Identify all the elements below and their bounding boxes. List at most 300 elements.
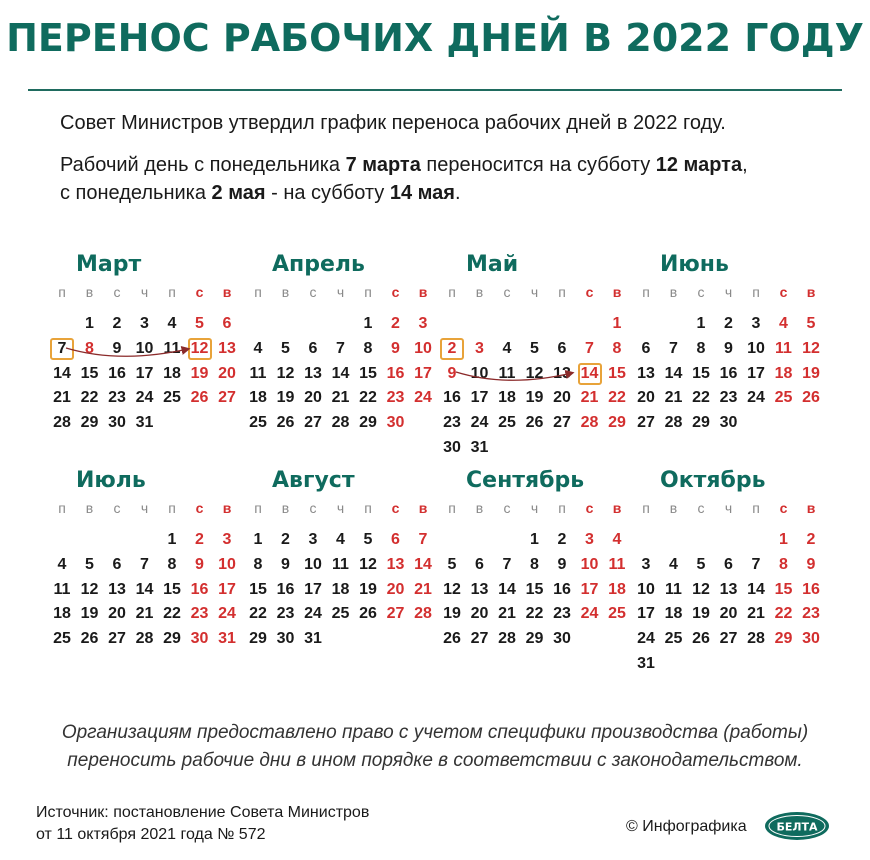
calendar-day: 3 — [222, 531, 232, 548]
calendar-day: 13 — [470, 580, 489, 598]
intro-date: 2 мая — [211, 182, 266, 204]
belta-logo — [764, 811, 830, 841]
calendar-day: 17 — [304, 580, 322, 598]
weekday-label: в — [475, 500, 484, 516]
calendar-day: 10 — [218, 555, 236, 573]
infographic-credit: © Инфографика — [626, 818, 747, 835]
calendar-day: 15 — [608, 364, 626, 382]
calendar-day: 20 — [470, 605, 489, 623]
calendar-day: 14 — [578, 363, 602, 385]
weekday-label: в — [612, 284, 622, 300]
calendar-day: 28 — [135, 630, 154, 648]
month-5 — [52, 468, 242, 668]
calendar-day: 18 — [774, 364, 793, 382]
calendar-day: 11 — [53, 580, 71, 598]
calendar-day: 20 — [719, 605, 738, 623]
calendar-day: 2 — [440, 338, 464, 360]
calendar-day: 25 — [498, 414, 516, 432]
calendar-day: 25 — [249, 414, 267, 432]
calendar-day: 25 — [53, 630, 71, 648]
calendar-day: 2 — [557, 531, 567, 548]
calendar-day: 25 — [664, 630, 683, 648]
calendar-day: 23 — [386, 389, 405, 407]
calendar-day: 31 — [470, 439, 489, 456]
calendar-day: 26 — [443, 630, 461, 648]
calendar-day: 25 — [608, 605, 626, 623]
calendar-day: 24 — [637, 630, 655, 648]
weekday-label: с — [309, 284, 317, 300]
calendar-day: 12 — [443, 580, 461, 598]
weekday-label: ч — [530, 284, 539, 300]
weekday-label: в — [281, 500, 290, 516]
calendar-day: 9 — [557, 555, 567, 573]
calendar-day: 16 — [386, 364, 405, 382]
note-line-1: Организациям предоставлено право с учетом специфики производства (работы) — [61, 722, 809, 743]
calendar-day: 16 — [443, 389, 461, 407]
calendar-day: 6 — [724, 555, 733, 573]
weekday-label: в — [806, 284, 816, 300]
calendar-day: 17 — [747, 364, 765, 382]
weekday-label: в — [806, 500, 816, 516]
calendar-day: 26 — [802, 389, 820, 407]
calendar-day: 29 — [774, 630, 793, 648]
calendar-day: 7 — [502, 555, 512, 573]
calendar-day: 2 — [806, 531, 816, 548]
intro-text: - на субботу — [265, 182, 390, 204]
calendar-day: 11 — [249, 364, 267, 382]
march-transfer-arrow — [60, 346, 210, 366]
calendar-day: 10 — [304, 555, 322, 573]
calendar-day: 27 — [553, 414, 571, 432]
note-line-2: переносить рабочие дни в ином порядке в соответствии с законодательством. — [67, 750, 803, 771]
calendar-day: 18 — [53, 605, 71, 623]
calendar-day: 6 — [222, 315, 232, 332]
weekday-label: п — [168, 284, 176, 300]
weekday-label: в — [669, 284, 678, 300]
calendar-day: 6 — [112, 555, 122, 573]
calendar-day: 16 — [190, 580, 209, 598]
calendar-day: 8 — [85, 339, 94, 357]
calendar-day: 24 — [414, 389, 432, 407]
calendar-day: 11 — [775, 339, 792, 357]
weekday-label: п — [752, 500, 760, 516]
calendar-day: 22 — [525, 605, 544, 623]
calendar-day: 26 — [80, 630, 99, 648]
weekday-label: ч — [336, 284, 345, 300]
calendar-day: 30 — [190, 630, 209, 648]
calendar-day: 7 — [585, 339, 594, 357]
calendar-day: 5 — [806, 315, 816, 332]
month-6 — [248, 468, 438, 668]
calendar-day: 4 — [57, 555, 67, 573]
intro-line-3 — [60, 182, 850, 205]
title-divider — [28, 89, 842, 91]
calendar-day: 2 — [281, 531, 290, 548]
calendar-day: 14 — [135, 580, 154, 598]
calendar-day: 5 — [363, 531, 373, 548]
weekday-label: п — [642, 284, 650, 300]
calendar-day: 24 — [304, 605, 322, 623]
calendar-day: 28 — [331, 414, 350, 432]
weekday-label: ч — [140, 500, 149, 516]
calendar-day: 12 — [359, 555, 377, 573]
weekday-label: ч — [530, 500, 539, 516]
weekday-label: в — [85, 500, 94, 516]
weekday-label: с — [113, 500, 121, 516]
month-name: Июнь — [660, 252, 729, 277]
calendar-day: 22 — [774, 605, 793, 623]
calendar-day: 28 — [53, 414, 71, 432]
calendar-day: 21 — [414, 580, 432, 598]
intro-date: 7 марта — [345, 154, 421, 176]
month-name: Март — [76, 252, 142, 277]
calendar-day: 30 — [802, 630, 820, 648]
weekday-label: в — [281, 284, 290, 300]
calendar-day: 15 — [249, 580, 267, 598]
intro-line-1: Совет Министров утвердил график переноса рабочих дней в 2022 году. — [60, 112, 726, 134]
calendar-day: 16 — [553, 580, 571, 598]
month-7 — [442, 468, 632, 668]
weekday-label: с — [195, 284, 204, 300]
calendar-day: 22 — [163, 605, 181, 623]
calendar-day: 23 — [719, 389, 738, 407]
calendar-day: 13 — [637, 364, 655, 382]
logo-text: БЕЛТА — [776, 820, 818, 834]
calendar-day: 10 — [470, 364, 489, 382]
calendar-day: 1 — [612, 315, 622, 332]
calendar-day: 13 — [386, 555, 405, 573]
calendar-day: 24 — [470, 414, 489, 432]
calendar-day: 19 — [692, 605, 710, 623]
month-3 — [442, 252, 632, 456]
calendar-day: 27 — [470, 630, 489, 648]
weekday-label: с — [503, 284, 511, 300]
weekday-label: п — [558, 284, 566, 300]
weekday-label: п — [558, 500, 566, 516]
weekday-label: с — [503, 500, 511, 516]
calendar-day: 23 — [276, 605, 295, 623]
calendar-day: 8 — [696, 339, 706, 357]
calendar-day: 12 — [276, 364, 295, 382]
calendar-day: 19 — [359, 580, 377, 598]
calendar-day: 8 — [167, 555, 177, 573]
calendar-day: 26 — [276, 414, 295, 432]
weekday-label: ч — [140, 284, 149, 300]
calendar-day: 5 — [696, 555, 706, 573]
calendar-day: 23 — [443, 414, 461, 432]
weekday-label: с — [585, 284, 594, 300]
calendar-day: 16 — [802, 580, 820, 598]
calendar-day: 18 — [249, 389, 267, 407]
weekday-label: п — [168, 500, 176, 516]
calendar-day: 4 — [336, 531, 345, 548]
calendar-day: 10 — [637, 580, 655, 598]
calendar-day: 27 — [108, 630, 126, 648]
calendar-day: 17 — [414, 364, 432, 382]
calendar-day: 11 — [608, 555, 626, 573]
weekday-label: с — [697, 500, 705, 516]
calendar-day: 5 — [281, 339, 290, 357]
weekday-label: п — [58, 500, 66, 516]
calendar-day: 4 — [612, 531, 622, 548]
weekday-label: в — [222, 500, 232, 516]
calendar-day: 31 — [637, 655, 655, 672]
calendar-day: 9 — [806, 555, 816, 573]
calendar-day: 7 — [140, 555, 149, 573]
calendar-day: 11 — [163, 339, 181, 357]
calendar-day: 21 — [331, 389, 350, 407]
weekday-label: п — [642, 500, 650, 516]
weekday-label: с — [585, 500, 594, 516]
calendar-day: 21 — [53, 389, 71, 407]
calendar-day: 20 — [637, 389, 655, 407]
calendar-day: 18 — [608, 580, 626, 598]
calendar-day: 24 — [747, 389, 765, 407]
calendar-day: 29 — [80, 414, 99, 432]
calendar-day: 27 — [386, 605, 405, 623]
calendar-day: 2 — [195, 531, 204, 548]
calendar-day: 29 — [608, 414, 626, 432]
calendar-day: 14 — [498, 580, 516, 598]
calendar-day: 1 — [167, 531, 177, 548]
calendar-day: 23 — [553, 605, 571, 623]
calendar-day: 14 — [53, 364, 71, 382]
calendar-day: 17 — [470, 389, 489, 407]
calendar-day: 5 — [85, 555, 94, 573]
intro-text: . — [454, 182, 461, 204]
weekday-label: с — [779, 284, 788, 300]
intro-text: Рабочий день с понедельника — [60, 154, 346, 176]
calendar-day: 19 — [80, 605, 99, 623]
calendar-day: 30 — [553, 630, 571, 648]
intro-line-2 — [60, 154, 850, 177]
calendar-day: 12 — [80, 580, 99, 598]
calendar-day: 8 — [363, 339, 373, 357]
month-name: Апрель — [272, 252, 365, 277]
calendar-day: 5 — [195, 315, 204, 332]
calendar-day: 12 — [802, 339, 820, 357]
calendar-day: 10 — [580, 555, 599, 573]
calendar-day: 14 — [331, 364, 350, 382]
calendar-day: 22 — [249, 605, 267, 623]
calendar-day: 28 — [498, 630, 516, 648]
weekday-label: п — [58, 284, 66, 300]
calendar-day: 24 — [218, 605, 236, 623]
calendar-day: 1 — [253, 531, 263, 548]
calendar-day: 26 — [692, 630, 710, 648]
calendar-day: 29 — [692, 414, 710, 432]
month-8 — [636, 468, 826, 672]
calendar-day: 30 — [443, 439, 461, 456]
weekday-label: в — [475, 284, 484, 300]
calendar-day: 27 — [719, 630, 738, 648]
calendar-day: 12 — [188, 338, 212, 360]
calendar-day: 22 — [80, 389, 99, 407]
calendar-day: 4 — [779, 315, 788, 332]
weekday-label: ч — [724, 500, 733, 516]
calendar-day: 1 — [363, 315, 373, 332]
calendar-day: 20 — [553, 389, 571, 407]
month-name: Сентябрь — [466, 468, 585, 493]
weekday-label: с — [195, 500, 204, 516]
calendar-day: 13 — [108, 580, 126, 598]
calendar-day: 1 — [696, 315, 706, 332]
weekday-label: в — [85, 284, 94, 300]
month-4 — [636, 252, 826, 452]
calendar-day: 21 — [135, 605, 154, 623]
calendar-day: 1 — [85, 315, 94, 332]
calendar-day: 4 — [167, 315, 177, 332]
source-line-2: от 11 октября 2021 года № 572 — [36, 826, 266, 843]
calendar-day: 14 — [747, 580, 765, 598]
calendar-day: 2 — [391, 315, 400, 332]
calendar-day: 30 — [276, 630, 295, 648]
weekday-label: п — [752, 284, 760, 300]
calendar-day: 20 — [108, 605, 126, 623]
calendar-day: 18 — [664, 605, 683, 623]
calendar-day: 19 — [190, 364, 209, 382]
calendar-day: 13 — [719, 580, 738, 598]
calendar-day: 15 — [80, 364, 99, 382]
calendar-day: 30 — [386, 414, 405, 432]
weekday-label: п — [448, 284, 456, 300]
calendar-day: 15 — [163, 580, 181, 598]
weekday-label: в — [222, 284, 232, 300]
calendar-day: 27 — [304, 414, 322, 432]
calendar-day: 15 — [359, 364, 377, 382]
calendar-day: 18 — [331, 580, 350, 598]
calendar-day: 2 — [112, 315, 122, 332]
calendar-day: 9 — [391, 339, 400, 357]
weekday-label: п — [254, 500, 262, 516]
calendar-day: 17 — [135, 364, 154, 382]
calendar-day: 15 — [525, 580, 544, 598]
calendar-day: 9 — [195, 555, 204, 573]
calendar-day: 12 — [692, 580, 710, 598]
calendar-day: 12 — [525, 364, 544, 382]
intro-date: 14 мая — [389, 182, 455, 204]
calendar-day: 2 — [724, 315, 733, 332]
month-name: Июль — [76, 468, 146, 493]
calendar-day: 28 — [580, 414, 599, 432]
month-name: Август — [272, 468, 355, 493]
calendar-day: 26 — [525, 414, 544, 432]
calendar-day: 1 — [779, 531, 788, 548]
weekday-label: ч — [724, 284, 733, 300]
calendar-day: 10 — [747, 339, 765, 357]
intro-text: переносится на субботу — [420, 154, 656, 176]
calendar-day: 3 — [751, 315, 761, 332]
calendar-day: 8 — [612, 339, 622, 357]
source-line-1: Источник: постановление Совета Министров — [36, 804, 370, 821]
calendar-day: 19 — [276, 389, 295, 407]
weekday-label: п — [448, 500, 456, 516]
calendar-day: 16 — [276, 580, 295, 598]
calendar-day: 1 — [530, 531, 539, 548]
intro-date: 12 марта — [655, 154, 743, 176]
calendar-day: 3 — [475, 339, 484, 357]
weekday-label: в — [612, 500, 622, 516]
calendar-day: 6 — [475, 555, 484, 573]
calendar-day: 28 — [747, 630, 765, 648]
calendar-day: 28 — [664, 414, 683, 432]
calendar-day: 8 — [253, 555, 263, 573]
calendar-day: 29 — [249, 630, 267, 648]
weekday-label: в — [669, 500, 678, 516]
weekday-label: с — [779, 500, 788, 516]
calendar-day: 23 — [108, 389, 126, 407]
calendar-day: 18 — [163, 364, 181, 382]
calendar-day: 27 — [218, 389, 236, 407]
weekday-label: с — [113, 284, 121, 300]
calendar-day: 22 — [692, 389, 710, 407]
calendar-day: 4 — [502, 339, 512, 357]
calendar-day: 22 — [359, 389, 377, 407]
calendar-day: 16 — [108, 364, 126, 382]
calendar-day: 29 — [359, 414, 377, 432]
calendar-day: 7 — [418, 531, 428, 548]
calendar-day: 28 — [414, 605, 432, 623]
calendar-day: 9 — [724, 339, 733, 357]
calendar-day: 17 — [637, 605, 655, 623]
calendar-day: 7 — [751, 555, 761, 573]
calendar-day: 17 — [218, 580, 236, 598]
weekday-label: в — [418, 500, 428, 516]
calendar-day: 23 — [190, 605, 209, 623]
calendar-day: 27 — [637, 414, 655, 432]
calendar-day: 4 — [669, 555, 678, 573]
calendar-day: 14 — [664, 364, 683, 382]
calendar-day: 9 — [281, 555, 290, 573]
calendar-day: 11 — [498, 364, 516, 382]
calendar-day: 9 — [447, 364, 457, 382]
calendar-day: 10 — [135, 339, 154, 357]
month-2 — [248, 252, 438, 452]
calendar-day: 19 — [802, 364, 820, 382]
calendar-day: 7 — [336, 339, 345, 357]
calendar-day: 21 — [498, 605, 516, 623]
calendar-day: 29 — [163, 630, 181, 648]
calendar-day: 18 — [498, 389, 516, 407]
calendar-day: 6 — [641, 339, 651, 357]
weekday-label: с — [697, 284, 705, 300]
calendar-day: 20 — [386, 580, 405, 598]
calendar-day: 26 — [190, 389, 209, 407]
calendar-day: 6 — [391, 531, 400, 548]
calendar-day: 3 — [418, 315, 428, 332]
calendar-day: 13 — [218, 339, 236, 357]
weekday-label: п — [364, 500, 372, 516]
calendar-day: 10 — [414, 339, 432, 357]
weekday-label: п — [364, 284, 372, 300]
calendar-day: 8 — [779, 555, 788, 573]
calendar-day: 7 — [50, 338, 74, 360]
calendar-day: 15 — [692, 364, 710, 382]
weekday-label: п — [254, 284, 262, 300]
calendar-day: 20 — [218, 364, 236, 382]
calendar-day: 17 — [580, 580, 599, 598]
weekday-label: с — [309, 500, 317, 516]
calendar-day: 24 — [135, 389, 154, 407]
calendar-day: 25 — [163, 389, 181, 407]
page-title: ПЕРЕНОС РАБОЧИХ ДНЕЙ В 2022 ГОДУ — [6, 16, 864, 60]
month-name: Май — [466, 252, 519, 277]
calendar-day: 4 — [253, 339, 263, 357]
calendar-day: 3 — [140, 315, 149, 332]
intro-text: , — [742, 154, 748, 176]
calendar-day: 25 — [774, 389, 793, 407]
calendar-day: 30 — [108, 414, 126, 432]
